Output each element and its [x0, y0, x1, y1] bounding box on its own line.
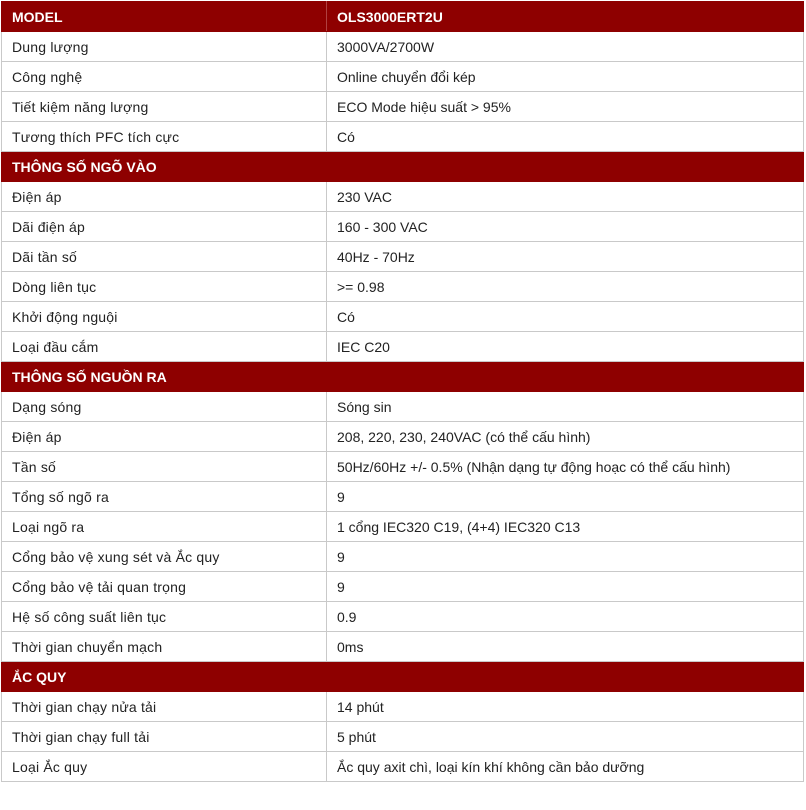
spec-row: [2, 182, 804, 212]
spec-row: [2, 122, 804, 152]
spec-value: 208, 220, 230, 240VAC (có thể cấu hình): [327, 422, 804, 452]
spec-value: 3000VA/2700W: [327, 32, 804, 62]
spec-row: [2, 482, 804, 512]
section-header-row: [2, 662, 804, 692]
spec-value: 9: [327, 482, 804, 512]
spec-label: Tổng số ngõ ra: [2, 482, 327, 512]
spec-value: 230 VAC: [327, 182, 804, 212]
spec-value: 9: [327, 572, 804, 602]
spec-row: [2, 752, 804, 782]
spec-label: Thời gian chuyển mạch: [2, 632, 327, 662]
spec-table: [1, 1, 804, 782]
spec-label: Điện áp: [2, 182, 327, 212]
spec-value: 0ms: [327, 632, 804, 662]
spec-row: [2, 692, 804, 722]
spec-value: 0.9: [327, 602, 804, 632]
spec-value: ECO Mode hiệu suất > 95%: [327, 92, 804, 122]
spec-value: 14 phút: [327, 692, 804, 722]
spec-value: Online chuyển đổi kép: [327, 62, 804, 92]
section-header-row: [2, 362, 804, 392]
spec-value: 5 phút: [327, 722, 804, 752]
spec-label: Điện áp: [2, 422, 327, 452]
spec-value: 160 - 300 VAC: [327, 212, 804, 242]
spec-value: 1 cổng IEC320 C19, (4+4) IEC320 C13: [327, 512, 804, 542]
spec-row: [2, 542, 804, 572]
spec-row: [2, 722, 804, 752]
spec-value: Có: [327, 122, 804, 152]
spec-value: Ắc quy axit chì, loại kín khí không cần bảo dưỡng: [327, 752, 804, 782]
spec-label: Dãi điện áp: [2, 212, 327, 242]
spec-row: [2, 242, 804, 272]
spec-value: Có: [327, 302, 804, 332]
spec-label: Cổng bảo vệ xung sét và Ắc quy: [2, 542, 327, 572]
spec-row: [2, 92, 804, 122]
section-title: THÔNG SỐ NGÕ VÀO: [2, 152, 804, 182]
section-header-row: [2, 152, 804, 182]
spec-value: IEC C20: [327, 332, 804, 362]
spec-row: [2, 62, 804, 92]
spec-value: 9: [327, 542, 804, 572]
spec-row: [2, 32, 804, 62]
spec-label: Loại Ắc quy: [2, 752, 327, 782]
spec-row: [2, 302, 804, 332]
spec-row: [2, 632, 804, 662]
spec-row: [2, 422, 804, 452]
spec-value: Sóng sin: [327, 392, 804, 422]
spec-label: Thời gian chạy full tải: [2, 722, 327, 752]
spec-label: Khởi động nguội: [2, 302, 327, 332]
spec-row: [2, 332, 804, 362]
spec-label: Loại đầu cắm: [2, 332, 327, 362]
spec-row: [2, 212, 804, 242]
spec-label: Tiết kiệm năng lượng: [2, 92, 327, 122]
spec-label: Loại ngõ ra: [2, 512, 327, 542]
spec-row: [2, 272, 804, 302]
spec-label: Dạng sóng: [2, 392, 327, 422]
table-header-row: [2, 2, 804, 32]
spec-label: Tương thích PFC tích cực: [2, 122, 327, 152]
spec-label: Cổng bảo vệ tải quan trọng: [2, 572, 327, 602]
spec-row: [2, 602, 804, 632]
spec-label: Dòng liên tục: [2, 272, 327, 302]
header-label: MODEL: [2, 2, 327, 32]
spec-label: Hệ số công suất liên tục: [2, 602, 327, 632]
spec-row: [2, 512, 804, 542]
spec-label: Dung lượng: [2, 32, 327, 62]
spec-value: 40Hz - 70Hz: [327, 242, 804, 272]
spec-label: Dãi tần số: [2, 242, 327, 272]
spec-value: >= 0.98: [327, 272, 804, 302]
spec-label: Tần số: [2, 452, 327, 482]
spec-row: [2, 572, 804, 602]
spec-row: [2, 392, 804, 422]
spec-label: Thời gian chạy nửa tải: [2, 692, 327, 722]
section-title: ẮC QUY: [2, 662, 804, 692]
spec-row: [2, 452, 804, 482]
section-title: THÔNG SỐ NGUỒN RA: [2, 362, 804, 392]
spec-value: 50Hz/60Hz +/- 0.5% (Nhận dạng tự động hoạc có thể cấu hình): [327, 452, 804, 482]
spec-table-body: [2, 2, 804, 782]
header-model-value: OLS3000ERT2U: [327, 2, 804, 32]
spec-label: Công nghệ: [2, 62, 327, 92]
